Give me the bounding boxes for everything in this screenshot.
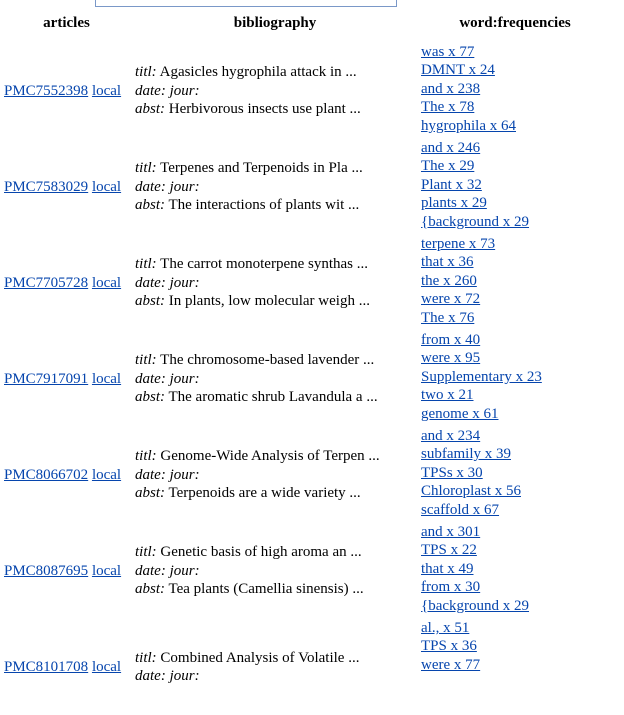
word-frequency-link[interactable]: {background x 29: [421, 597, 530, 614]
table-row: [2, 43, 611, 139]
journal-label: jour:: [169, 82, 200, 99]
abstract-text: In plants, low molecular weigh ...: [168, 293, 370, 310]
word-frequency-link[interactable]: from x 30: [421, 579, 481, 596]
abstract-text: Terpenoids are a wide variety ...: [168, 485, 361, 502]
table-row: [2, 523, 611, 619]
title-line: [135, 159, 415, 177]
pmc-link[interactable]: PMC8087695: [4, 562, 89, 579]
abstract-line: [135, 100, 415, 118]
articles-cell: [2, 523, 131, 619]
word-frequencies-cell: [419, 331, 611, 427]
word-frequency-link[interactable]: the x 260: [421, 272, 477, 289]
word-frequency-link[interactable]: that x 36: [421, 254, 474, 271]
title-line: [135, 447, 415, 465]
word-frequency-link[interactable]: were x 77: [421, 656, 481, 673]
word-frequency-link[interactable]: hygrophila x 64: [421, 117, 516, 134]
word-frequencies-cell: [419, 43, 611, 139]
abstract-text: Tea plants (Camellia sinensis) ...: [168, 581, 364, 598]
input-box-remnant: [95, 0, 397, 7]
word-frequency-link[interactable]: Supplementary x 23: [421, 368, 542, 385]
date-journal-line: [135, 667, 415, 685]
date-journal-line: [135, 466, 415, 484]
word-frequency-link[interactable]: {background x 29: [421, 213, 530, 230]
word-frequency-link[interactable]: were x 72: [421, 291, 481, 308]
title-text: Terpenes and Terpenoids in Pla ...: [160, 160, 363, 177]
pmc-link[interactable]: PMC7552398: [4, 82, 89, 99]
date-journal-line: [135, 82, 415, 100]
abstract-text: The interactions of plants wit ...: [168, 197, 360, 214]
local-link[interactable]: local: [91, 658, 122, 675]
bibliography-cell: [133, 427, 417, 523]
title-label: titl:: [135, 544, 157, 561]
word-frequency-link[interactable]: was x 77: [421, 44, 475, 60]
title-text: The chromosome-based lavender ...: [160, 352, 375, 369]
word-frequency-link[interactable]: terpene x 73: [421, 236, 496, 252]
word-frequency-link[interactable]: The x 76: [421, 309, 475, 326]
word-frequency-link[interactable]: plants x 29: [421, 195, 487, 212]
title-label: titl:: [135, 64, 157, 81]
word-frequencies-cell: [419, 427, 611, 523]
local-link[interactable]: local: [91, 562, 122, 579]
local-link[interactable]: local: [91, 178, 122, 195]
articles-cell: [2, 235, 131, 331]
journal-label: jour:: [169, 466, 200, 483]
abstract-label: abst:: [135, 389, 165, 406]
date-label: date:: [135, 82, 166, 99]
table-row: [2, 427, 611, 523]
header-word-frequencies: word:frequencies: [459, 15, 571, 31]
word-frequency-link[interactable]: subfamily x 39: [421, 446, 511, 463]
word-frequencies-cell: [419, 523, 611, 619]
date-label: date:: [135, 466, 166, 483]
title-text: Genetic basis of high aroma an ...: [160, 544, 362, 561]
word-frequency-link[interactable]: and x 301: [421, 524, 481, 540]
title-text: Genome-Wide Analysis of Terpen ...: [160, 448, 380, 465]
word-frequency-link[interactable]: The x 29: [421, 158, 475, 175]
word-frequency-link[interactable]: and x 234: [421, 428, 481, 444]
date-label: date:: [135, 274, 166, 291]
header-bibliography: bibliography: [233, 15, 317, 31]
date-journal-line: [135, 178, 415, 196]
local-link[interactable]: local: [91, 274, 122, 291]
word-frequency-link[interactable]: TPS x 36: [421, 638, 477, 655]
pmc-link[interactable]: PMC7583029: [4, 178, 89, 195]
bibliography-cell: [133, 331, 417, 427]
articles-cell: [2, 43, 131, 139]
pmc-link[interactable]: PMC8066702: [4, 466, 89, 483]
bibliography-cell: [133, 235, 417, 331]
word-frequency-link[interactable]: TPSs x 30: [421, 464, 483, 481]
title-line: [135, 649, 415, 667]
articles-cell: [2, 139, 131, 235]
word-frequency-link[interactable]: al., x 51: [421, 620, 470, 636]
header-row: [2, 11, 611, 43]
abstract-line: [135, 292, 415, 310]
word-frequency-link[interactable]: genome x 61: [421, 405, 499, 422]
word-frequency-link[interactable]: and x 246: [421, 140, 481, 156]
title-line: [135, 351, 415, 369]
bibliography-cell: [133, 619, 417, 715]
word-frequency-link[interactable]: two x 21: [421, 387, 474, 404]
abstract-line: [135, 580, 415, 598]
date-label: date:: [135, 370, 166, 387]
date-label: date:: [135, 668, 166, 684]
date-journal-line: [135, 274, 415, 292]
word-frequency-link[interactable]: that x 49: [421, 560, 474, 577]
articles-cell: [2, 619, 131, 715]
title-line: [135, 255, 415, 273]
bibliography-cell: [133, 523, 417, 619]
abstract-label: abst:: [135, 581, 165, 598]
local-link[interactable]: local: [91, 82, 122, 99]
title-label: titl:: [135, 160, 157, 177]
word-frequency-link[interactable]: from x 40: [421, 332, 481, 348]
title-text: The carrot monoterpene synthas ...: [160, 256, 369, 273]
abstract-line: [135, 484, 415, 502]
bibliography-cell: [133, 43, 417, 139]
date-journal-line: [135, 562, 415, 580]
journal-label: jour:: [169, 370, 200, 387]
table-row: [2, 235, 611, 331]
title-text: Agasicles hygrophila attack in ...: [159, 64, 357, 81]
word-frequency-link[interactable]: Plant x 32: [421, 176, 482, 193]
word-frequencies-cell: [419, 139, 611, 235]
title-line: [135, 63, 415, 81]
word-frequencies-cell: [419, 619, 611, 715]
word-frequency-link[interactable]: TPS x 22: [421, 542, 477, 559]
abstract-line: [135, 196, 415, 214]
pmc-link[interactable]: PMC7705728: [4, 274, 89, 291]
articles-cell: [2, 427, 131, 523]
pmc-link[interactable]: PMC8101708: [4, 658, 89, 675]
date-label: date:: [135, 178, 166, 195]
journal-label: jour:: [169, 178, 200, 195]
abstract-label: abst:: [135, 197, 165, 214]
title-label: titl:: [135, 649, 157, 666]
date-journal-line: [135, 370, 415, 388]
word-frequency-link[interactable]: were x 95: [421, 350, 481, 367]
local-link[interactable]: local: [91, 370, 122, 387]
title-line: [135, 543, 415, 561]
table-row: [2, 331, 611, 427]
pmc-link[interactable]: PMC7917091: [4, 370, 89, 387]
abstract-label: abst:: [135, 485, 165, 502]
top-scroll-remnant: [0, 0, 624, 9]
title-label: titl:: [135, 256, 157, 273]
title-text: Combined Analysis of Volatile ...: [160, 649, 360, 666]
title-label: titl:: [135, 352, 157, 369]
table-row: [2, 139, 611, 235]
journal-label: jour:: [169, 668, 200, 684]
local-link[interactable]: local: [91, 466, 122, 483]
articles-cell: [2, 331, 131, 427]
results-table: [0, 11, 613, 715]
abstract-text: Herbivorous insects use plant ...: [168, 101, 361, 118]
table-row: [2, 619, 611, 715]
word-frequency-link[interactable]: The x 78: [421, 99, 475, 116]
abstract-text: The aromatic shrub Lavandula a ...: [168, 389, 378, 406]
date-label: date:: [135, 562, 166, 579]
abstract-line: [135, 388, 415, 406]
word-frequency-link[interactable]: Chloroplast x 56: [421, 483, 521, 500]
bibliography-cell: [133, 139, 417, 235]
abstract-label: abst:: [135, 293, 165, 310]
header-articles: articles: [43, 15, 90, 31]
word-frequency-link[interactable]: DMNT x 24: [421, 62, 495, 79]
journal-label: jour:: [169, 562, 200, 579]
title-label: titl:: [135, 448, 157, 465]
results-body: [2, 43, 611, 715]
journal-label: jour:: [169, 274, 200, 291]
word-frequency-link[interactable]: and x 238: [421, 80, 481, 97]
abstract-label: abst:: [135, 101, 165, 118]
word-frequencies-cell: [419, 235, 611, 331]
word-frequency-link[interactable]: scaffold x 67: [421, 501, 500, 518]
